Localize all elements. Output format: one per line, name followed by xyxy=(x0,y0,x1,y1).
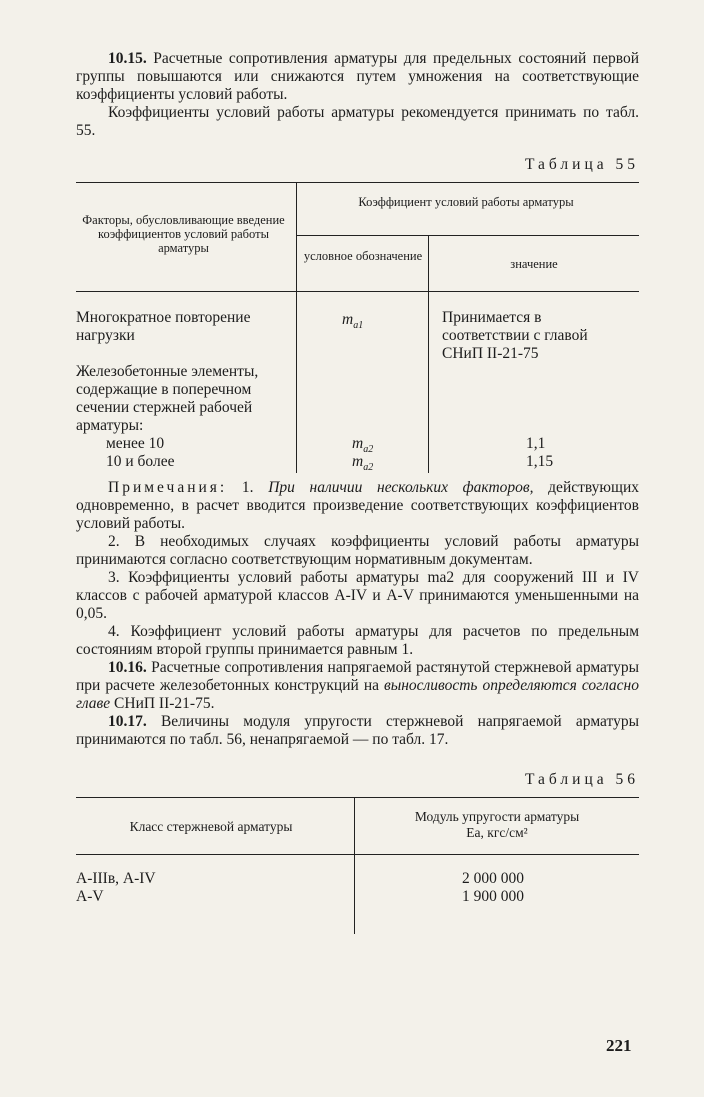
header-factors: Факторы, обусловливающие введение коэффициентов условий работы арматуры xyxy=(82,213,285,255)
paragraph-10-16: 10.16. Расчетные сопротивления напрягаемой растянутой стержневой арматуры при расчете железобетонных конструкций на выносливость определяются согласно главе СНиП II-21-75. xyxy=(76,659,639,712)
row1-class: А-IIIв, А-IV xyxy=(76,870,156,887)
header-coefficient: Коэффициент условий работы арматуры xyxy=(358,195,574,209)
row2a-symbol: $m_{a2}$ xyxy=(352,435,374,456)
paragraph-10-15-cont: Коэффициенты условий работы арматуры рекомендуется принимать по табл. 55. xyxy=(76,104,639,139)
page-number: 221 xyxy=(606,1036,632,1055)
row1-modulus: 2 000 000 xyxy=(462,870,524,887)
note-1: Примечания: 1. При наличии нескольких факторов, действующих одновременно, в расчет вводится произведение соответствующих коэффициентов условий работы. xyxy=(76,479,639,532)
row2b-symbol: $m_{a2}$ xyxy=(352,453,374,474)
paragraph-text: Расчетные сопротивления арматуры для предельных состояний первой группы повышаются или снижаются путем умножения на соответствующие коэффициенты условий работы. xyxy=(76,50,639,103)
note-4: 4. Коэффициент условий работы арматуры для расчетов по предельным состояниям второй группы принимается равным 1. xyxy=(76,623,639,658)
row1-symbol: $m_{a1}$ xyxy=(342,311,364,332)
header-value: значение xyxy=(510,257,558,271)
row2-modulus: 1 900 000 xyxy=(462,888,524,905)
table-55 xyxy=(76,182,639,473)
table-56-caption: Таблица 56 xyxy=(524,771,639,788)
row2b-value: 1,15 xyxy=(526,453,554,470)
clause-number: 10.17. xyxy=(108,713,147,730)
row2-class: А-V xyxy=(76,888,104,905)
row2a-factor: менее 10 xyxy=(106,435,165,452)
row2a-value: 1,1 xyxy=(526,435,546,452)
paragraph-10-15 xyxy=(76,50,639,104)
notes-label: Примечания: xyxy=(108,479,228,496)
row1-value: Принимается в соответствии с главой СНиП II-21-75 xyxy=(442,309,588,362)
header-modulus-unit: Eа, кгс/см² xyxy=(466,825,528,840)
note-3: 3. Коэффициенты условий работы арматуры ma2 для сооружений III и IV классов с рабочей арматурой классов А-IV и А-V принимаются уменьшенными на 0,05. xyxy=(76,569,639,622)
clause-number: 10.15. xyxy=(108,50,147,67)
row1-factor: Многократное повторение нагрузки xyxy=(76,309,251,344)
row2-factor: Железобетонные элементы, содержащие в поперечном сечении стержней рабочей арматуры: xyxy=(76,363,259,434)
table-55-caption: Таблица 55 xyxy=(524,156,639,173)
paragraph-10-17: 10.17. Величины модуля упругости стержневой напрягаемой арматуры принимаются по табл. 56, ненапрягаемой — по табл. 17. xyxy=(76,713,639,748)
header-class: Класс стержневой арматуры xyxy=(129,819,293,834)
note-2: 2. В необходимых случаях коэффициенты условий работы арматуры принимаются согласно соответствующим нормативным документам. xyxy=(76,533,639,568)
row2b-factor: 10 и более xyxy=(106,453,175,470)
table-56 xyxy=(76,797,639,938)
header-symbol: условное обозначение xyxy=(303,249,423,263)
page-content xyxy=(76,50,639,938)
header-modulus: Модуль упругости арматуры xyxy=(414,809,580,824)
clause-number: 10.16. xyxy=(108,659,147,676)
